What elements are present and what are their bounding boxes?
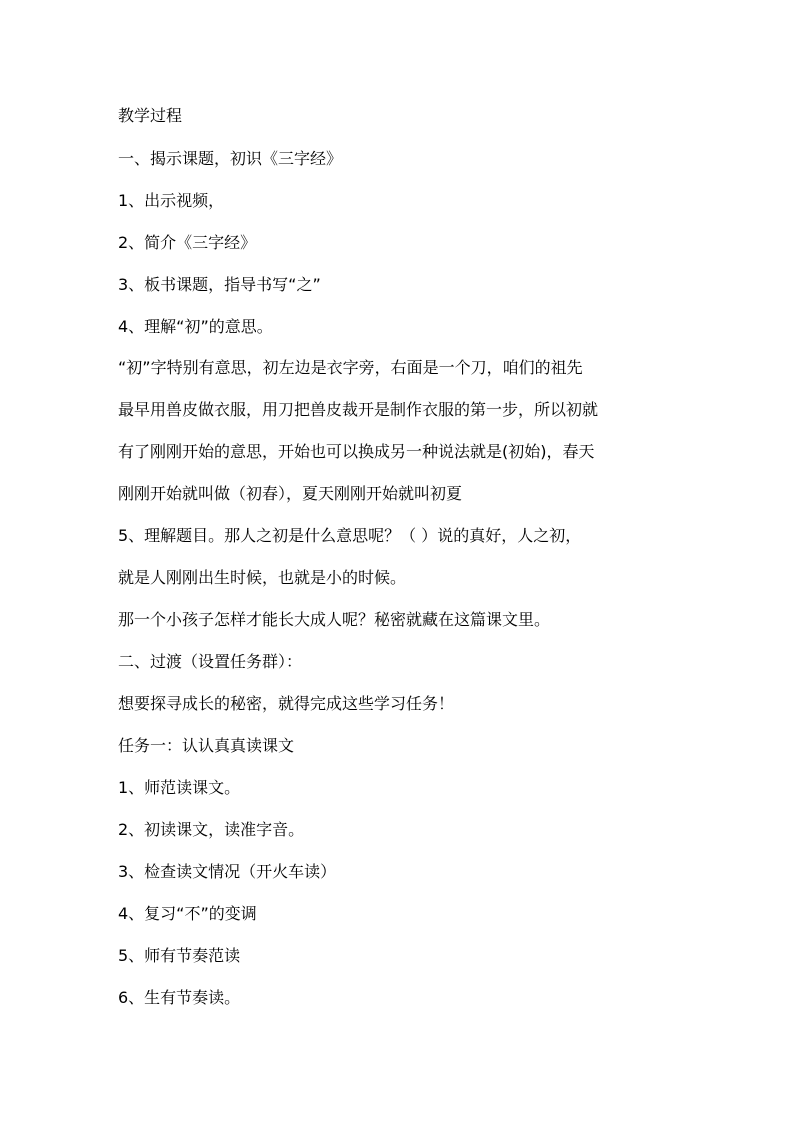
list-item: 2、简介《三字经》 bbox=[118, 233, 257, 252]
list-item: 4、复习“不”的变调 bbox=[118, 904, 257, 923]
section-two-intro: 想要探寻成长的秘密，就得完成这些学习任务！ bbox=[118, 694, 455, 713]
explanation-line: 刚刚开始就叫做（初春），夏天刚刚开始就叫初夏 bbox=[118, 484, 463, 503]
list-item: 3、检查读文情况（开火车读） bbox=[118, 862, 337, 881]
task-one-heading: 任务一：认认真真读课文 bbox=[118, 736, 295, 755]
list-item: 5、师有节奏范读 bbox=[118, 946, 241, 965]
list-item: 5、理解题目。那人之初是什么意思呢？（ ）说的真好，人之初， bbox=[118, 526, 582, 545]
section-two-heading: 二、过渡（设置任务群）： bbox=[118, 652, 303, 671]
explanation-line: 有了刚刚开始的意思，开始也可以换成另一种说法就是(初始)，春天 bbox=[118, 442, 595, 461]
list-item: 6、生有节奏读。 bbox=[118, 988, 241, 1007]
list-item: 1、师范读课文。 bbox=[118, 778, 241, 797]
list-item: 4、理解“初”的意思。 bbox=[118, 317, 273, 336]
list-item: 2、初读课文，读准字音。 bbox=[118, 820, 305, 839]
list-item: 1、出示视频， bbox=[118, 191, 225, 210]
explanation-line: “初”字特别有意思，初左边是衣字旁，右面是一个刀，咱们的祖先 bbox=[118, 358, 583, 377]
transition-sentence: 那一个小孩子怎样才能长大成人呢？秘密就藏在这篇课文里。 bbox=[118, 610, 551, 629]
explanation-line: 最早用兽皮做衣服，用刀把兽皮裁开是制作衣服的第一步，所以初就 bbox=[118, 400, 599, 419]
lesson-process-heading: 教学过程 bbox=[118, 106, 183, 125]
section-one-heading: 一、揭示课题，初识《三字经》 bbox=[118, 149, 343, 168]
list-item-continuation: 就是人刚刚出生时候，也就是小的时候。 bbox=[118, 568, 407, 587]
list-item: 3、板书课题，指导书写“之” bbox=[118, 275, 321, 294]
